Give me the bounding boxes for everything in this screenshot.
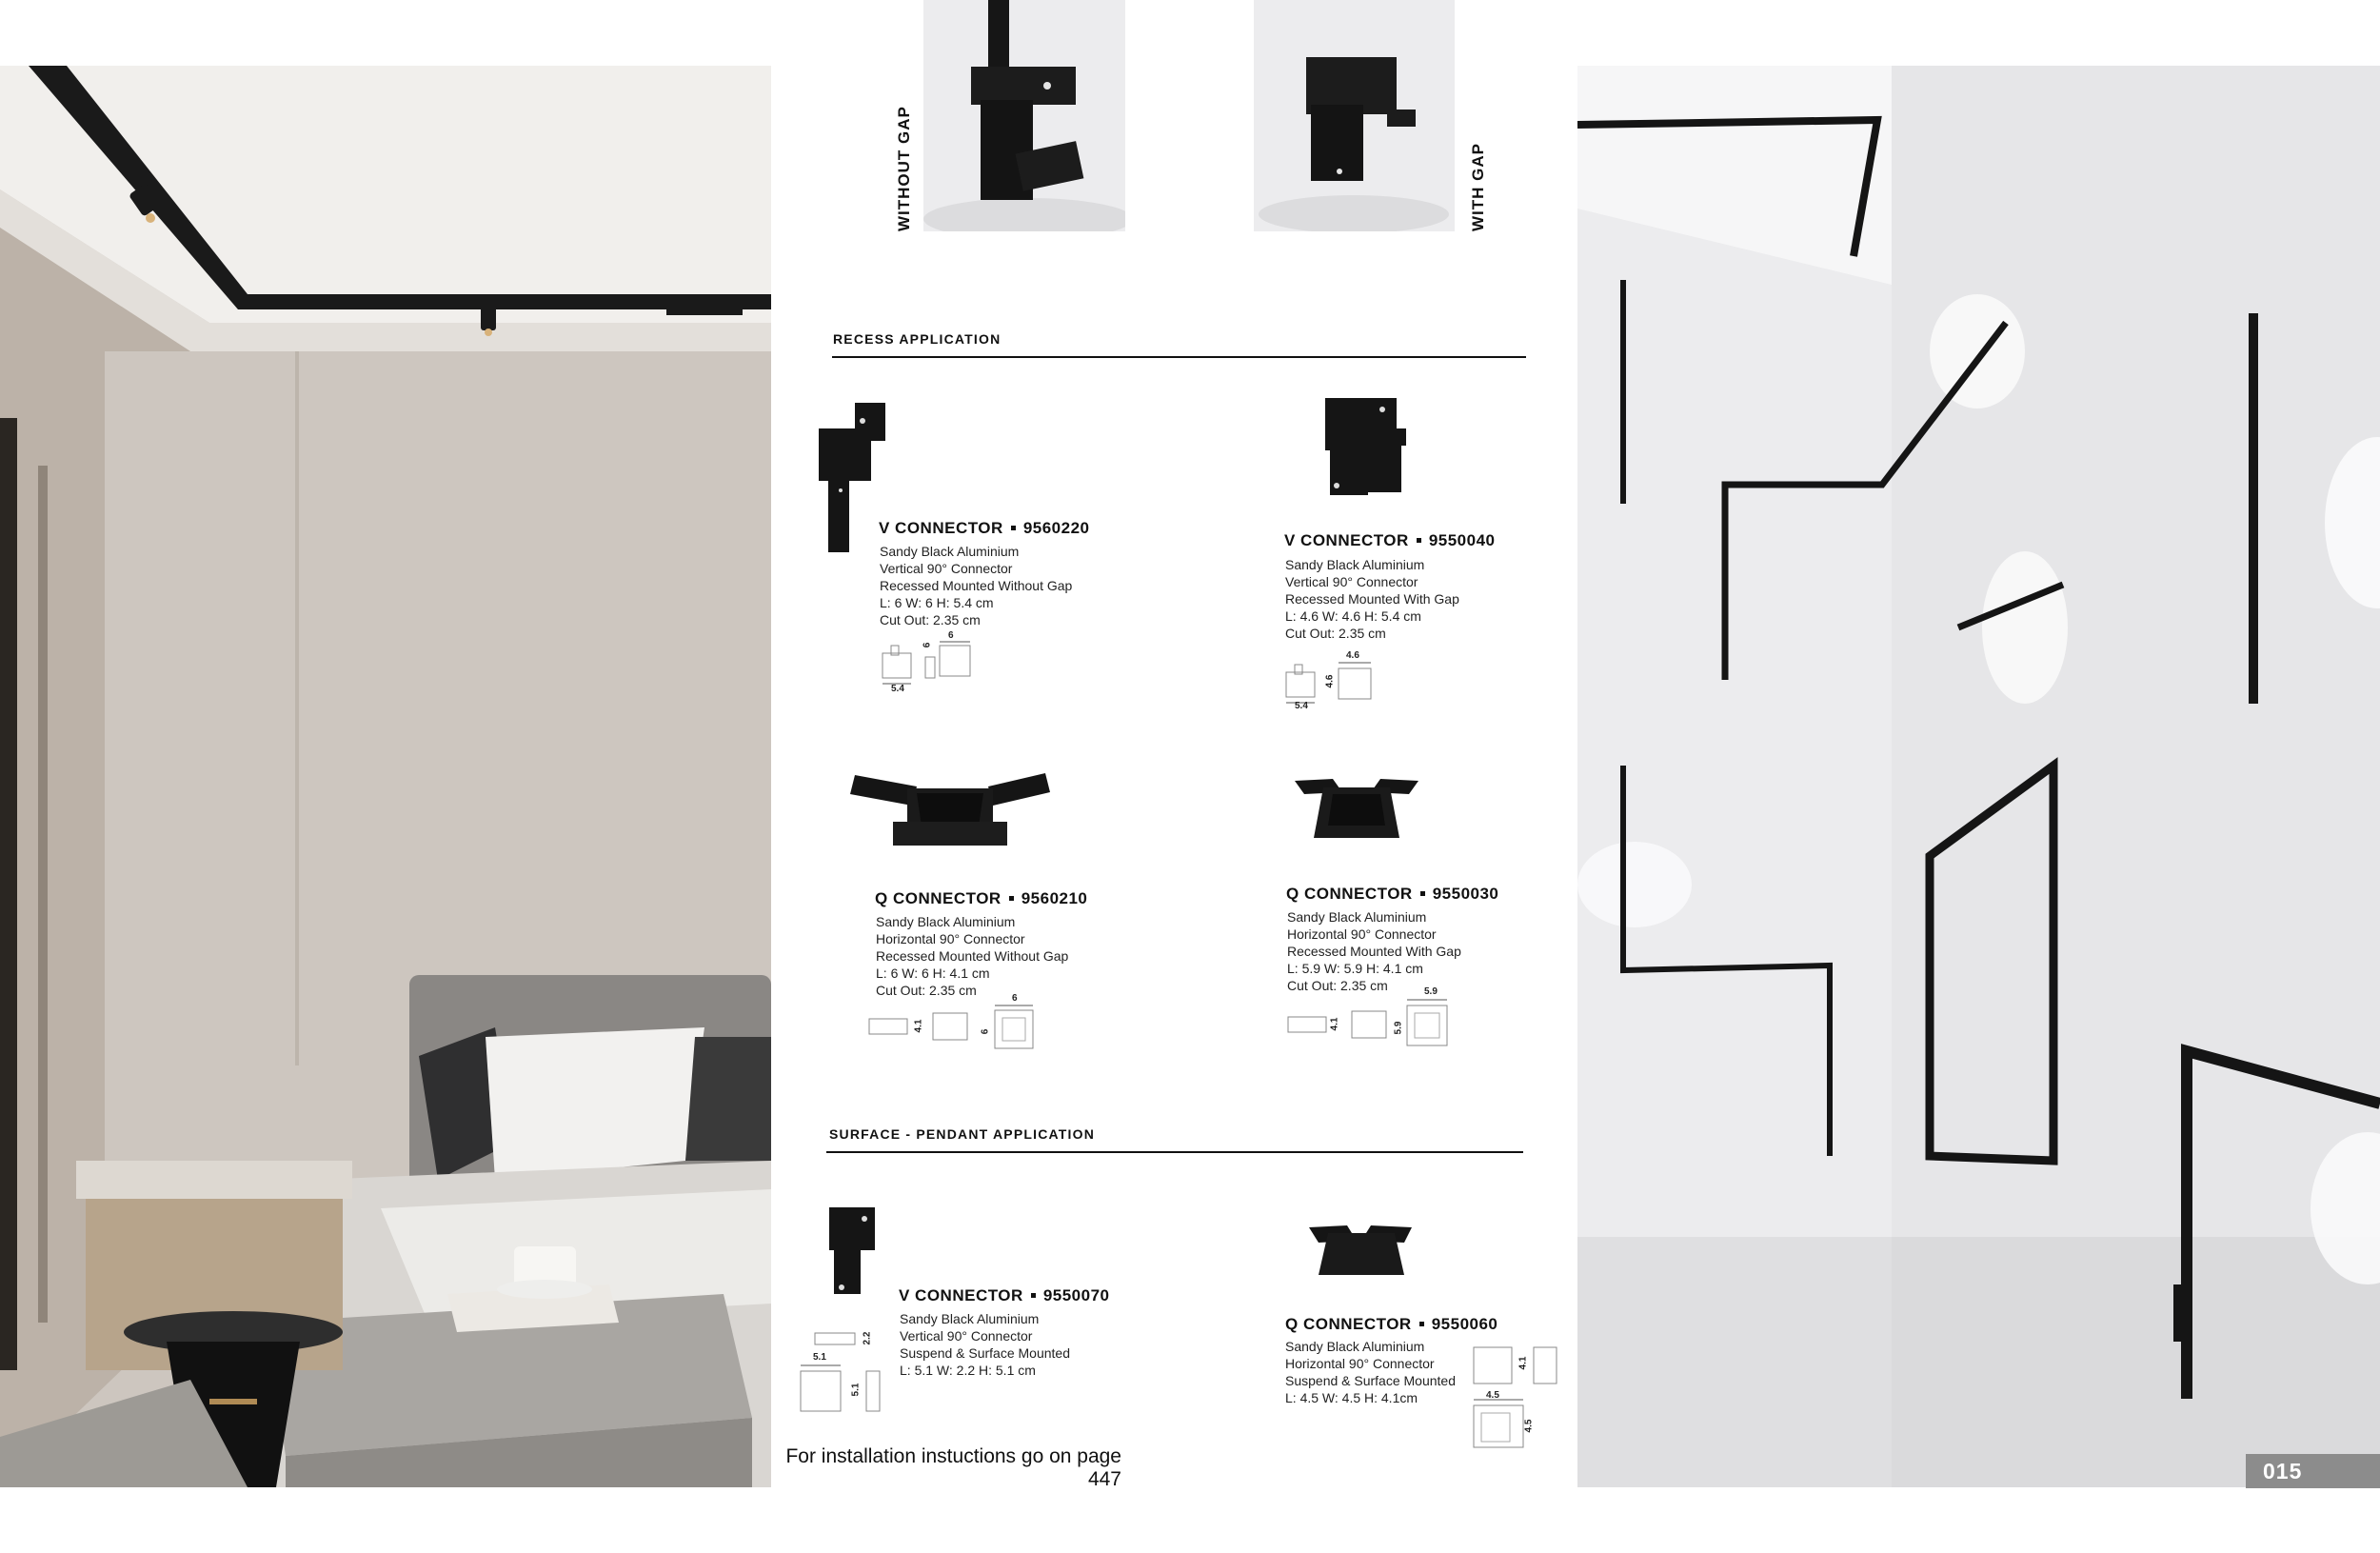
dim-height: 4.1 bbox=[1329, 1017, 1340, 1031]
mount-line: Recessed Mounted With Gap bbox=[1287, 944, 1461, 959]
wall-illustration bbox=[1577, 66, 2380, 1487]
type-line: Vertical 90° Connector bbox=[1285, 574, 1418, 589]
dim-side: 6 bbox=[980, 1028, 991, 1035]
separator-dot bbox=[1011, 526, 1016, 530]
installation-note: For installation instuctions go on page 447 bbox=[785, 1445, 1121, 1490]
dim-top: 6 bbox=[948, 630, 954, 641]
mount-line: Recessed Mounted With Gap bbox=[1285, 591, 1459, 607]
dim-bottom: 5.4 bbox=[1295, 701, 1308, 711]
dim-width: 5.1 bbox=[813, 1352, 826, 1363]
product-code: 9550060 bbox=[1431, 1315, 1498, 1333]
product-code: 9560220 bbox=[1022, 519, 1090, 537]
product-details-9550060 bbox=[1285, 1338, 1456, 1406]
product-image-9550030 bbox=[1295, 773, 1418, 842]
dim-side: 5.9 bbox=[1393, 1021, 1404, 1035]
mount-line: Recessed Mounted Without Gap bbox=[880, 578, 1073, 593]
dim-top: 5.9 bbox=[1424, 986, 1438, 997]
dimensions-line: L: 6 W: 6 H: 5.4 cm bbox=[880, 595, 994, 610]
separator-dot bbox=[1419, 1322, 1424, 1326]
material-line: Sandy Black Aluminium bbox=[1285, 1339, 1425, 1354]
product-image-9550060 bbox=[1309, 1222, 1414, 1279]
dimensions-line: L: 4.6 W: 4.6 H: 5.4 cm bbox=[1285, 608, 1421, 624]
dimensions-line: L: 5.9 W: 5.9 H: 4.1 cm bbox=[1287, 961, 1423, 976]
product-details-9550070 bbox=[900, 1310, 1070, 1379]
product-details-9550040 bbox=[1285, 556, 1459, 642]
product-image-9550070 bbox=[824, 1202, 882, 1297]
dim-height-top: 2.2 bbox=[862, 1331, 873, 1345]
mount-line: Suspend & Surface Mounted bbox=[900, 1345, 1071, 1361]
material-line: Sandy Black Aluminium bbox=[880, 544, 1020, 559]
dim-top: 6 bbox=[1012, 993, 1018, 1004]
product-details-9560220 bbox=[880, 543, 1072, 628]
mount-line: Suspend & Surface Mounted bbox=[1285, 1373, 1457, 1388]
dim-bottom: 5.4 bbox=[891, 684, 904, 694]
product-details-9560210 bbox=[876, 913, 1068, 999]
type-line: Vertical 90° Connector bbox=[900, 1328, 1033, 1344]
dim-width: 4.5 bbox=[1486, 1390, 1499, 1401]
surface-section-title: SURFACE - PENDANT APPLICATION bbox=[829, 1126, 1096, 1142]
dimension-diagram-9560210 bbox=[866, 993, 1042, 1053]
product-name: V CONNECTOR bbox=[899, 1286, 1023, 1304]
material-line: Sandy Black Aluminium bbox=[1285, 557, 1425, 572]
dimensions-line: L: 4.5 W: 4.5 H: 4.1cm bbox=[1285, 1390, 1418, 1405]
bedroom-photo bbox=[0, 66, 771, 1487]
cutout-line: Cut Out: 2.35 cm bbox=[1285, 626, 1386, 641]
dim-height: 4.1 bbox=[913, 1019, 924, 1033]
dim-height: 4.1 bbox=[1517, 1356, 1529, 1370]
product-code: 9550030 bbox=[1432, 885, 1499, 903]
product-title-9560220 bbox=[879, 519, 1090, 538]
product-name: Q CONNECTOR bbox=[1286, 885, 1413, 903]
without-gap-photo bbox=[923, 0, 1125, 231]
mount-line: Recessed Mounted Without Gap bbox=[876, 948, 1069, 964]
product-image-9560220 bbox=[817, 400, 888, 552]
product-details-9550030 bbox=[1287, 908, 1461, 994]
material-line: Sandy Black Aluminium bbox=[876, 914, 1016, 929]
separator-dot bbox=[1031, 1293, 1036, 1298]
product-title-9550070 bbox=[899, 1286, 1110, 1305]
dim-side: 4.6 bbox=[1324, 674, 1336, 688]
product-name: Q CONNECTOR bbox=[875, 889, 1002, 907]
product-name: V CONNECTOR bbox=[879, 519, 1003, 537]
separator-dot bbox=[1009, 896, 1014, 901]
cutout-line: Cut Out: 2.35 cm bbox=[1287, 978, 1388, 993]
separator-dot bbox=[1420, 891, 1425, 896]
product-name: Q CONNECTOR bbox=[1285, 1315, 1412, 1333]
dim-top: 4.6 bbox=[1346, 650, 1359, 661]
surface-section-rule bbox=[826, 1151, 1523, 1153]
with-gap-photo bbox=[1254, 0, 1455, 231]
product-title-9550030 bbox=[1286, 885, 1498, 904]
product-title-9550040 bbox=[1284, 531, 1496, 550]
material-line: Sandy Black Aluminium bbox=[900, 1311, 1040, 1326]
product-image-9560210 bbox=[850, 769, 1052, 846]
dimension-diagram-9550070 bbox=[798, 1324, 893, 1419]
product-title-9550060 bbox=[1285, 1315, 1497, 1334]
cutout-line: Cut Out: 2.35 cm bbox=[876, 983, 977, 998]
recess-section-title: RECESS APPLICATION bbox=[833, 331, 1002, 347]
bedroom-illustration bbox=[0, 66, 771, 1487]
product-image-9550040 bbox=[1316, 390, 1411, 500]
type-line: Vertical 90° Connector bbox=[880, 561, 1013, 576]
product-code: 9550070 bbox=[1042, 1286, 1110, 1304]
type-line: Horizontal 90° Connector bbox=[876, 931, 1025, 946]
dimension-diagram-9550060 bbox=[1471, 1343, 1566, 1452]
dim-side: 4.5 bbox=[1523, 1419, 1535, 1433]
product-title-9560210 bbox=[875, 889, 1087, 908]
material-line: Sandy Black Aluminium bbox=[1287, 909, 1427, 925]
separator-dot bbox=[1417, 538, 1421, 543]
dimensions-line: L: 5.1 W: 2.2 H: 5.1 cm bbox=[900, 1363, 1036, 1378]
dimension-diagram-9550030 bbox=[1285, 986, 1457, 1049]
dimension-diagram-9550040 bbox=[1283, 650, 1398, 712]
dim-side: 6 bbox=[922, 642, 933, 648]
type-line: Horizontal 90° Connector bbox=[1287, 926, 1437, 942]
product-code: 9560210 bbox=[1021, 889, 1088, 907]
type-line: Horizontal 90° Connector bbox=[1285, 1356, 1435, 1371]
page-number-tab: 015 bbox=[2246, 1454, 2380, 1488]
without-gap-label: WITHOUT GAP bbox=[895, 106, 913, 231]
recess-section-rule bbox=[832, 356, 1526, 358]
track-wall-photo bbox=[1577, 66, 2380, 1487]
product-code: 9550040 bbox=[1428, 531, 1496, 549]
cutout-line: Cut Out: 2.35 cm bbox=[880, 612, 981, 627]
dimensions-line: L: 6 W: 6 H: 4.1 cm bbox=[876, 966, 990, 981]
dimension-diagram-9560220 bbox=[880, 630, 994, 694]
dim-side: 5.1 bbox=[850, 1383, 862, 1397]
with-gap-label: WITH GAP bbox=[1469, 143, 1487, 231]
product-name: V CONNECTOR bbox=[1284, 531, 1409, 549]
